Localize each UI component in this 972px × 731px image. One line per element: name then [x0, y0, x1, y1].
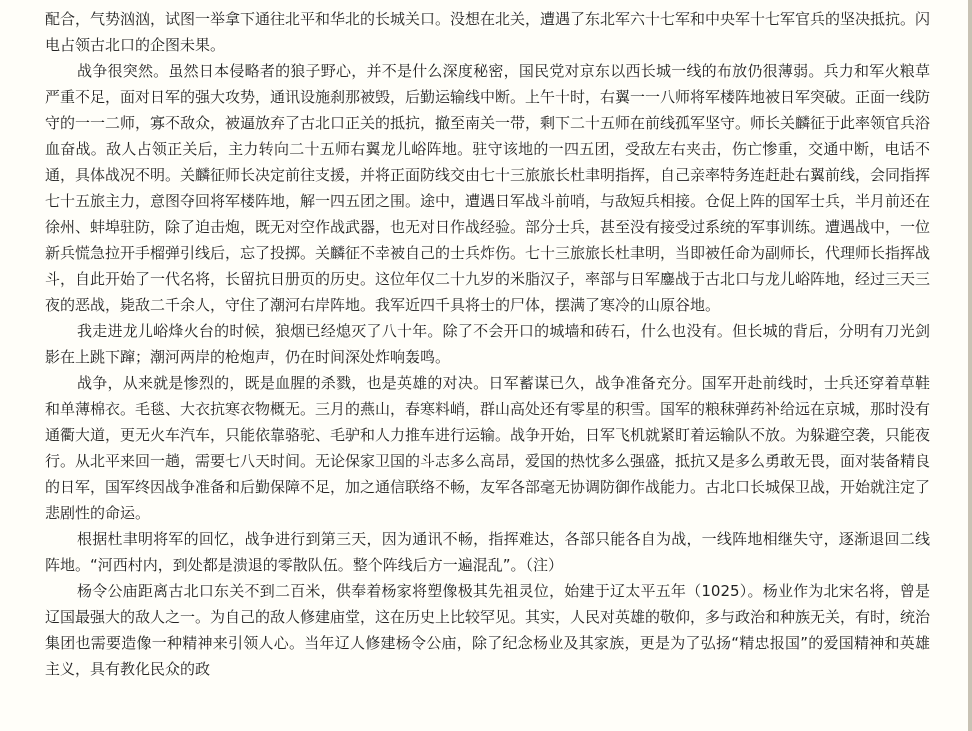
- page-right-border: [968, 0, 972, 731]
- paragraph-2: 战争很突然。虽然日本侵略者的狼子野心，并不是什么深度秘密，国民党对京东以西长城一线的布放仍很薄弱。兵力和军火粮草严重不足，面对日军的强大攻势，通讯设施刹那被毁，后勤运输线中断。上午十时，右翼一一八师将军楼阵地被日军突破。正面一线防守的一一二师，寡不敌众，被逼放弃了古北口正关的抵抗，撤至南关一带，剩下二十五师在前线孤军坚守。师长关麟征于此率领官兵浴血奋战。敌人占领正关后，主力转向二十五师右翼龙儿峪阵地。驻守该地的一四五团，受敌左右夹击，伤亡惨重，交通中断，电话不通，具体战况不明。关麟征师长决定前往支援，并将正面防线交由七十三旅旅长杜聿明指挥，自己亲率特务连赶赴右翼前线，会同指挥七十五旅主力，意图夺回将军楼阵地，解一四五团之围。途中，遭遇日军战斗前哨，与敌短兵相接。仓促上阵的国军士兵，半月前还在徐州、蚌埠驻防，除了迫击炮，既无对空作战武器，也无对日作战经验。部分士兵，甚至没有接受过系统的军事训练。遭遇战中，一位新兵慌急拉开手榴弹引线后，忘了投掷。关麟征不幸被自己的士兵炸伤。七十三旅旅长杜聿明，当即被任命为副师长，代理师长指挥战斗，自此开始了一代名将，长留抗日册页的历史。这位年仅二十九岁的米脂汉子，率部与日军鏖战于古北口与龙儿峪阵地，经过三天三夜的恶战，毙敌二千余人，守住了潮河右岸阵地。我军近四千具将士的尸体，摆满了寒冷的山原谷地。: [45, 62, 931, 314]
- paragraph-1: 配合，气势汹汹，试图一举拿下通往北平和华北的长城关口。没想在北关，遭遇了东北军六十七军和中央军十七军官兵的坚决抵抗。闪电占领古北口的企图未果。: [45, 10, 931, 54]
- paragraph-6: 杨令公庙距离古北口东关不到二百米，供奉着杨家将塑像极其先祖灵位，始建于辽太平五年（1025）。杨业作为北宋名将，曾是辽国最强大的敌人之一。为自己的敌人修建庙堂，这在历史上比较罕见。其实，人民对英雄的敬仰，多与政治和种族无关，有时，统治集团也需要造像一种精神来引领人心。当年辽人修建杨令公庙，除了纪念杨业及其家族，更是为了弘扬“精忠报国”的爱国精神和英雄主义，具有教化民众的政: [45, 582, 931, 678]
- paragraph-5: 根据杜聿明将军的回忆，战争进行到第三天，因为通讯不畅，指挥难达，各部只能各自为战，一线阵地相继失守，逐渐退回二线阵地。“河西村内，到处都是溃退的零散队伍。整个阵线后方一遍混乱”。（注）: [45, 530, 930, 574]
- paragraph-4: 战争，从来就是惨烈的，既是血腥的杀戮，也是英雄的对决。日军蓄谋已久，战争准备充分。国军开赴前线时，士兵还穿着草鞋和单薄棉衣。毛毯、大衣抗寒衣物概无。三月的燕山，春寒料峭，群山高处还有零星的积雪。国军的粮秣弹药补给远在京城，那时没有通衢大道，更无火车汽车，只能依靠骆驼、毛驴和人力推车进行运输。战争开始，日军飞机就紧盯着运输队不放。为躲避空袭，只能夜行。从北平来回一趟，需要七八天时间。无论保家卫国的斗志多么高昂，爱国的热忱多么强盛，抵抗又是多么勇敢无畏，面对装备精良的日军，国军终因战争准备和后勤保障不足，加之通信联络不畅，友军各部毫无协调防御作战能力。古北口长城保卫战，开始就注定了悲剧性的命运。: [45, 374, 931, 522]
- paragraph-3: 我走进龙儿峪烽火台的时候，狼烟已经熄灭了八十年。除了不会开口的城墙和砖石，什么也没有。但长城的背后，分明有刀光剑影在上跳下蹿；潮河两岸的枪炮声，仍在时间深处炸响轰鸣。: [45, 322, 930, 366]
